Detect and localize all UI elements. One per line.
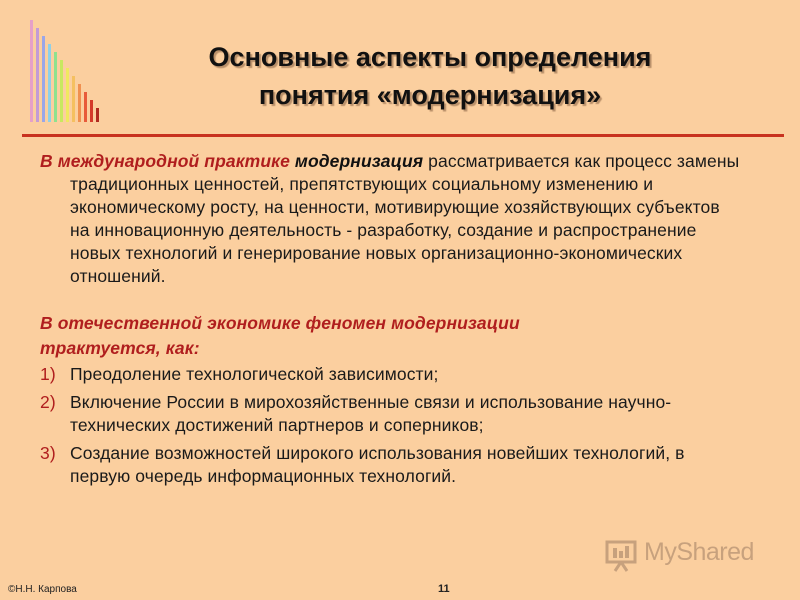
list-item (40, 363, 740, 386)
list-item-text: Преодоление технологической зависимости; (70, 364, 439, 384)
intro-paragraph-text: рассматривается как процесс замены традиционных ценностей, препятствующих социальному изменению и экономическому росту, на ценности, мотивирующие хозяйствующих субъектов на инновационную деятельность - разработку, создание и распространение новых технологий и генерирование новых организационно-экономических отношений. (70, 151, 740, 286)
list-item-number: 2) (40, 392, 56, 412)
watermark (604, 535, 774, 575)
list-item (40, 442, 740, 488)
slide-body (40, 150, 740, 493)
watermark-text: MyShared (644, 538, 754, 566)
list-item-number: 3) (40, 443, 56, 463)
intro-italic-phrase: В международной практике (40, 151, 295, 171)
page-number: 11 (438, 583, 450, 595)
section-heading-line1: В отечественной экономике феномен модернизации (40, 313, 520, 333)
decorative-bar (42, 36, 45, 122)
intro-paragraph (40, 150, 740, 288)
decorative-bar (60, 60, 63, 122)
decorative-bar (54, 52, 57, 122)
slide-title-line1: Основные аспекты определения (208, 42, 652, 72)
decorative-bar (36, 28, 39, 122)
decorative-bar (78, 84, 81, 122)
slide-title-line2: понятия «модернизация» (258, 80, 602, 110)
decorative-bar (48, 44, 51, 122)
list-item-text: Создание возможностей широкого использования новейших технологий, в первую очередь информационных технологий. (70, 443, 685, 486)
decorative-bar (30, 20, 33, 122)
list-item-text: Включение России в мирохозяйственные связи и использование научно-технических достижений партнеров и соперников; (70, 392, 672, 435)
title-divider (22, 134, 784, 137)
decorative-bar (84, 92, 87, 122)
decorative-bar (66, 68, 69, 122)
term-modernization: модернизация (294, 151, 424, 171)
list-item-number: 1) (40, 364, 56, 384)
section-heading (40, 311, 740, 361)
footer-author: ©Н.Н. Карпова (8, 584, 77, 595)
section-heading-line2: трактуется, как: (40, 338, 200, 358)
list-item (40, 391, 740, 437)
presentation-board-icon (604, 537, 640, 573)
slide-title (90, 38, 770, 114)
decorative-bar (72, 76, 75, 122)
aspects-list (40, 363, 740, 488)
